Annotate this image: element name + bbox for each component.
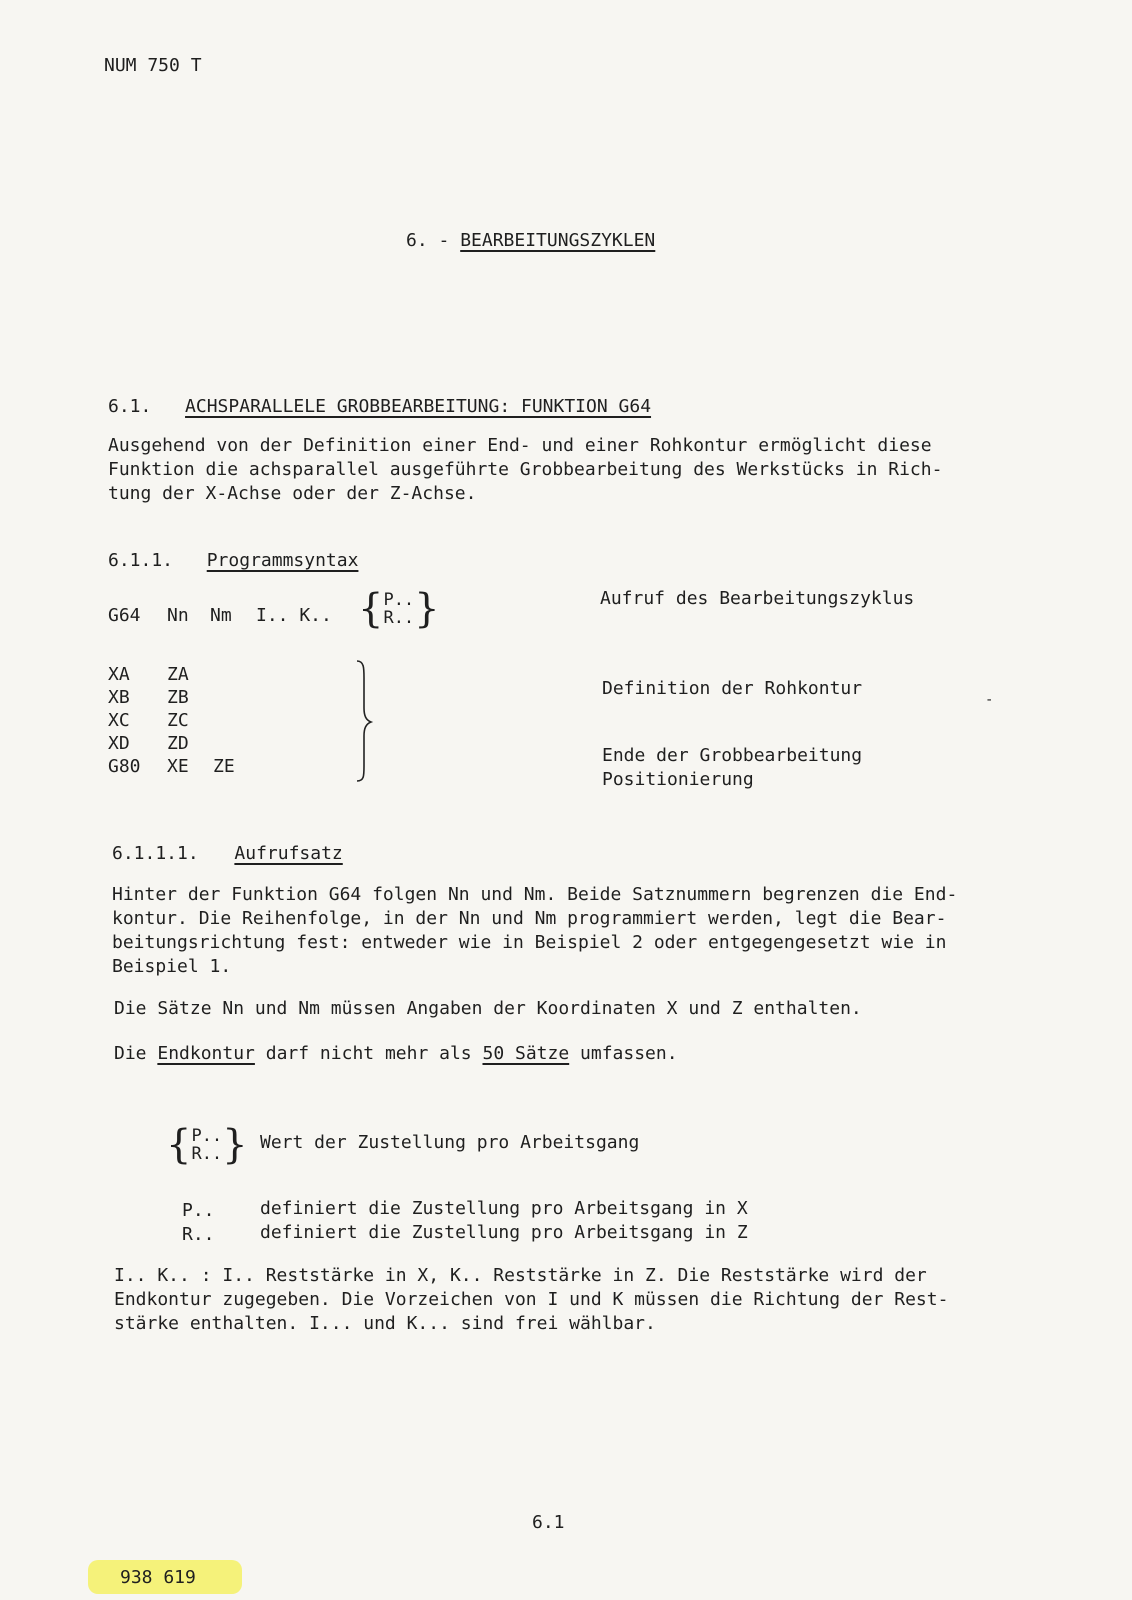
- call-r: R..: [383, 608, 415, 628]
- section-intro: [108, 434, 942, 506]
- chapter-number: 6. -: [406, 230, 450, 251]
- paragraph-line: I.. K.. : I.. Reststärke in X, K.. Reststärke in Z. Die Reststärke wird der: [114, 1265, 927, 1286]
- margin-mark: -: [985, 692, 994, 708]
- aufruf-heading: [112, 843, 343, 864]
- call-g64: G64: [108, 605, 141, 626]
- p-definition: definiert die Zustellung pro Arbeitsgang in X: [260, 1198, 748, 1219]
- chapter-heading: [406, 230, 655, 251]
- section-title: ACHSPARALLELE GROBBEARBEITUNG: FUNKTION G64: [185, 396, 652, 417]
- page-number: 6.1: [532, 1512, 565, 1533]
- fifty-saetze-term: 50 Sätze: [482, 1043, 570, 1064]
- list-item: XA ZA: [108, 664, 189, 685]
- paragraph-line: Hinter der Funktion G64 folgen Nn und Nm. Beide Satznummern begrenzen die End-: [112, 884, 958, 905]
- aufruf-title: Aufrufsatz: [234, 843, 343, 864]
- r-key: R..: [182, 1224, 215, 1245]
- paragraph-line: Endkontur zugegeben. Die Vorzeichen von I und K müssen die Richtung der Rest-: [114, 1289, 949, 1310]
- aufruf-number: 6.1.1.1.: [112, 843, 199, 864]
- paragraph-line: stärke enthalten. I... und K... sind frei wählbar.: [114, 1313, 656, 1334]
- intro-line: Ausgehend von der Definition einer End- und einer Rohkontur ermöglicht diese: [108, 435, 932, 456]
- ik-paragraph: [114, 1264, 948, 1336]
- intro-line: Funktion die achsparallel ausgeführte Grobbearbeitung des Werkstücks in Rich-: [108, 459, 943, 480]
- list-item: XC ZC: [108, 710, 189, 731]
- p-key: P..: [182, 1200, 215, 1221]
- call-ik: I.. K..: [256, 605, 332, 626]
- r-definition: definiert die Zustellung pro Arbeitsgang in Z: [260, 1222, 748, 1243]
- ende-description: Ende der Grobbearbeitung: [602, 745, 863, 766]
- syntax-number: 6.1.1.: [108, 550, 174, 571]
- right-brace-icon: }: [414, 586, 440, 632]
- left-brace-icon: {: [358, 586, 384, 632]
- pr-stack: [383, 591, 414, 627]
- pr-stack: P.. R..: [191, 1126, 223, 1164]
- call-p: P..: [383, 590, 415, 610]
- section-number: 6.1.: [108, 396, 152, 417]
- saetze-paragraph: Die Sätze Nn und Nm müssen Angaben der Koordinaten X und Z enthalten.: [114, 998, 862, 1019]
- endkontur-paragraph: Die Endkontur darf nicht mehr als 50 Sätze umfassen.: [114, 1043, 678, 1064]
- endkontur-term: Endkontur: [157, 1043, 255, 1064]
- list-item: XD ZD: [108, 733, 189, 754]
- right-brace-icon: }: [222, 1122, 248, 1168]
- chapter-title: BEARBEITUNGSZYKLEN: [460, 230, 656, 251]
- intro-line: tung der X-Achse oder der Z-Achse.: [108, 483, 477, 504]
- pr-description: Wert der Zustellung pro Arbeitsgang: [260, 1132, 640, 1153]
- call-pr-group: [358, 586, 440, 632]
- rohkontur-description: Definition der Rohkontur: [602, 678, 863, 699]
- aufruf-paragraph: [112, 883, 957, 979]
- call-nn: Nn: [167, 605, 189, 626]
- model-header: NUM 750 T: [104, 55, 202, 76]
- list-item: G80 XE ZE: [108, 756, 235, 777]
- syntax-title: Programmsyntax: [206, 550, 359, 571]
- call-nm: Nm: [210, 605, 232, 626]
- pr-brace-group: [166, 1122, 248, 1168]
- call-description: Aufruf des Bearbeitungszyklus: [600, 588, 915, 609]
- positionierung-description: Positionierung: [602, 769, 754, 790]
- paragraph-line: kontur. Die Reihenfolge, in der Nn und Nm programmiert werden, legt die Bear-: [112, 908, 947, 929]
- list-item: XB ZB: [108, 687, 189, 708]
- paragraph-line: Beispiel 1.: [112, 956, 232, 977]
- syntax-heading: [108, 550, 358, 571]
- left-brace-icon: {: [166, 1122, 192, 1168]
- section-heading: [108, 396, 651, 417]
- paragraph-line: beitungsrichtung fest: entweder wie in Beispiel 2 oder entgegengesetzt wie in: [112, 932, 947, 953]
- right-curly-brace-icon: [348, 658, 378, 784]
- document-number: 938 619: [120, 1567, 196, 1588]
- rohkontur-list: [108, 663, 235, 778]
